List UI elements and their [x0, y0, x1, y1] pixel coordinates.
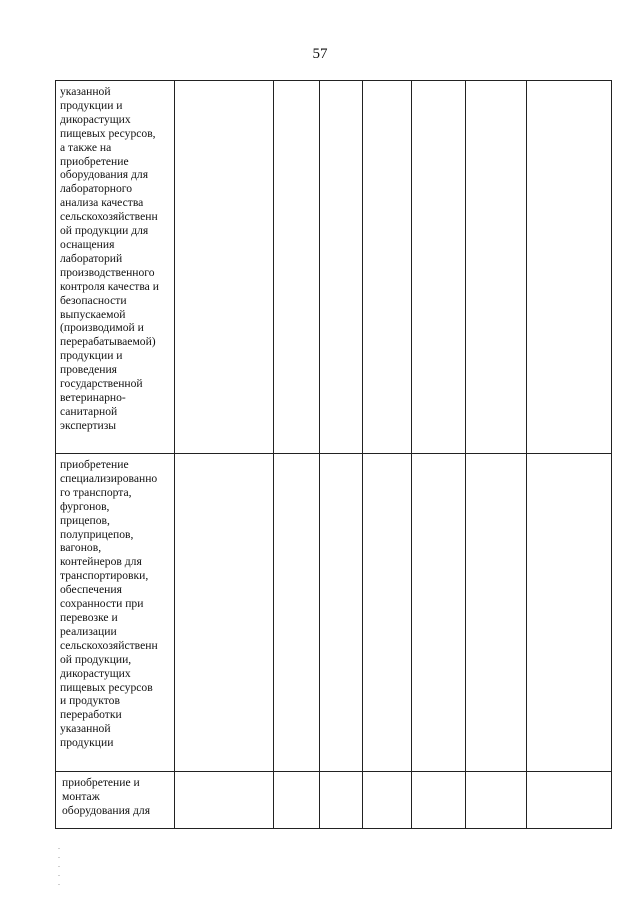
empty-cell [320, 454, 363, 772]
table-row [56, 772, 612, 829]
empty-cell [320, 81, 363, 454]
empty-cell [363, 81, 412, 454]
empty-cell [175, 772, 274, 829]
empty-cell [412, 81, 466, 454]
empty-cell [175, 81, 274, 454]
row-description: приобретение специализированно го транспорта, фургонов, прицепов, полуприцепов, вагонов, контейнеров для транспортировки, обеспечения сохранности при перевозке и реализации сельскохозяйственн ой продукции, дикорастущих пищевых ресурсов и продуктов переработки указанной продукции [60, 458, 158, 750]
scan-specks [58, 848, 60, 888]
row-description: приобретение и монтаж оборудования для [62, 776, 151, 817]
empty-cell [527, 772, 612, 829]
empty-cell [466, 772, 527, 829]
empty-cell [527, 454, 612, 772]
row-description-cell [56, 454, 175, 772]
empty-cell [175, 454, 274, 772]
table-row [56, 454, 612, 772]
data-table [55, 80, 612, 829]
empty-cell [466, 81, 527, 454]
empty-cell [527, 81, 612, 454]
empty-cell [363, 772, 412, 829]
empty-cell [466, 454, 527, 772]
row-description: указанной продукции и дикорастущих пищевых ресурсов, а также на приобретение оборудования для лабораторного анализа качества сельскохозяйственн ой продукции для оснащения лабораторий производственного контроля качества и безопасности выпускаемой (производимой и перерабатываемой) продукции и проведения государственной ветеринарно- санитарной экспертизы [60, 85, 159, 432]
empty-cell [363, 454, 412, 772]
row-description-cell [56, 772, 175, 829]
row-description-cell [56, 81, 175, 454]
page-number: 57 [312, 46, 328, 62]
empty-cell [320, 772, 363, 829]
table-row [56, 81, 612, 454]
empty-cell [274, 772, 320, 829]
empty-cell [274, 81, 320, 454]
empty-cell [274, 454, 320, 772]
empty-cell [412, 454, 466, 772]
empty-cell [412, 772, 466, 829]
